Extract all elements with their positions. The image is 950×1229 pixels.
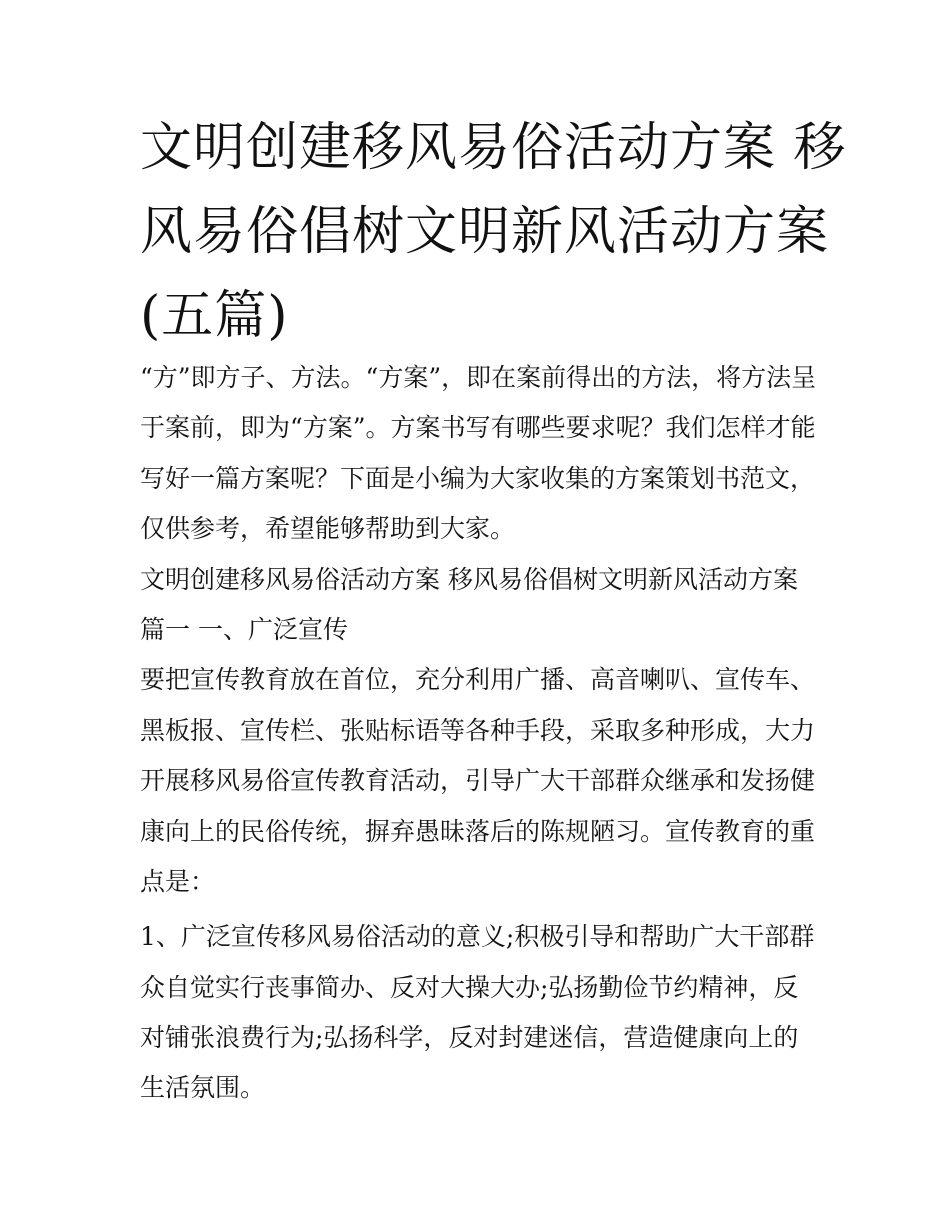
text-line: 众自觉实行丧事简办、反对大操大办;弘扬勤俭节约精神，反 — [140, 972, 799, 1002]
title-line: 风易俗倡树文明新风活动方案 — [140, 202, 830, 262]
title-line: 文明创建移风易俗活动方案 移 — [140, 118, 847, 178]
section-heading — [140, 555, 830, 656]
text-line: 要把宣传教育放在首位，充分利用广播、高音喇叭、宣传车、 — [140, 665, 816, 695]
text-line: 开展移风易俗宣传教育活动，引导广大干部群众继承和发扬健 — [140, 766, 816, 796]
text-line: 于案前，即为“方案”。方案书写有哪些要求呢？我们怎样才能 — [140, 413, 816, 443]
text-line: “方”即方子、方法。“方案”，即在案前得出的方法，将方法呈 — [140, 363, 817, 392]
text-line: 写好一篇方案呢？下面是小编为大家收集的方案策划书范文， — [140, 463, 816, 493]
text-line: 1、广泛宣传移风易俗活动的意义;积极引导和帮助广大干部群 — [140, 922, 815, 952]
numbered-paragraph — [140, 912, 830, 1114]
text-line: 仅供参考，希望能够帮助到大家。 — [140, 514, 516, 544]
intro-paragraph — [140, 353, 830, 555]
title-line: (五篇) — [140, 286, 289, 346]
text-line: 生活氛围。 — [140, 1073, 266, 1103]
text-line: 篇一 一、广泛宣传 — [140, 614, 348, 644]
text-line: 点是： — [140, 866, 216, 896]
document-body — [140, 353, 830, 1114]
text-line: 康向上的民俗传统，摒弃愚昧落后的陈规陋习。宣传教育的重 — [140, 816, 816, 846]
text-line: 对铺张浪费行为;弘扬科学，反对封建迷信，营造健康向上的 — [140, 1023, 799, 1053]
text-line: 黑板报、宣传栏、张贴标语等各种手段，采取多种形成，大力 — [140, 715, 816, 745]
body-paragraph — [140, 655, 830, 907]
text-line: 文明创建移风易俗活动方案 移风易俗倡树文明新风活动方案 — [140, 564, 798, 594]
document-title — [140, 106, 847, 358]
